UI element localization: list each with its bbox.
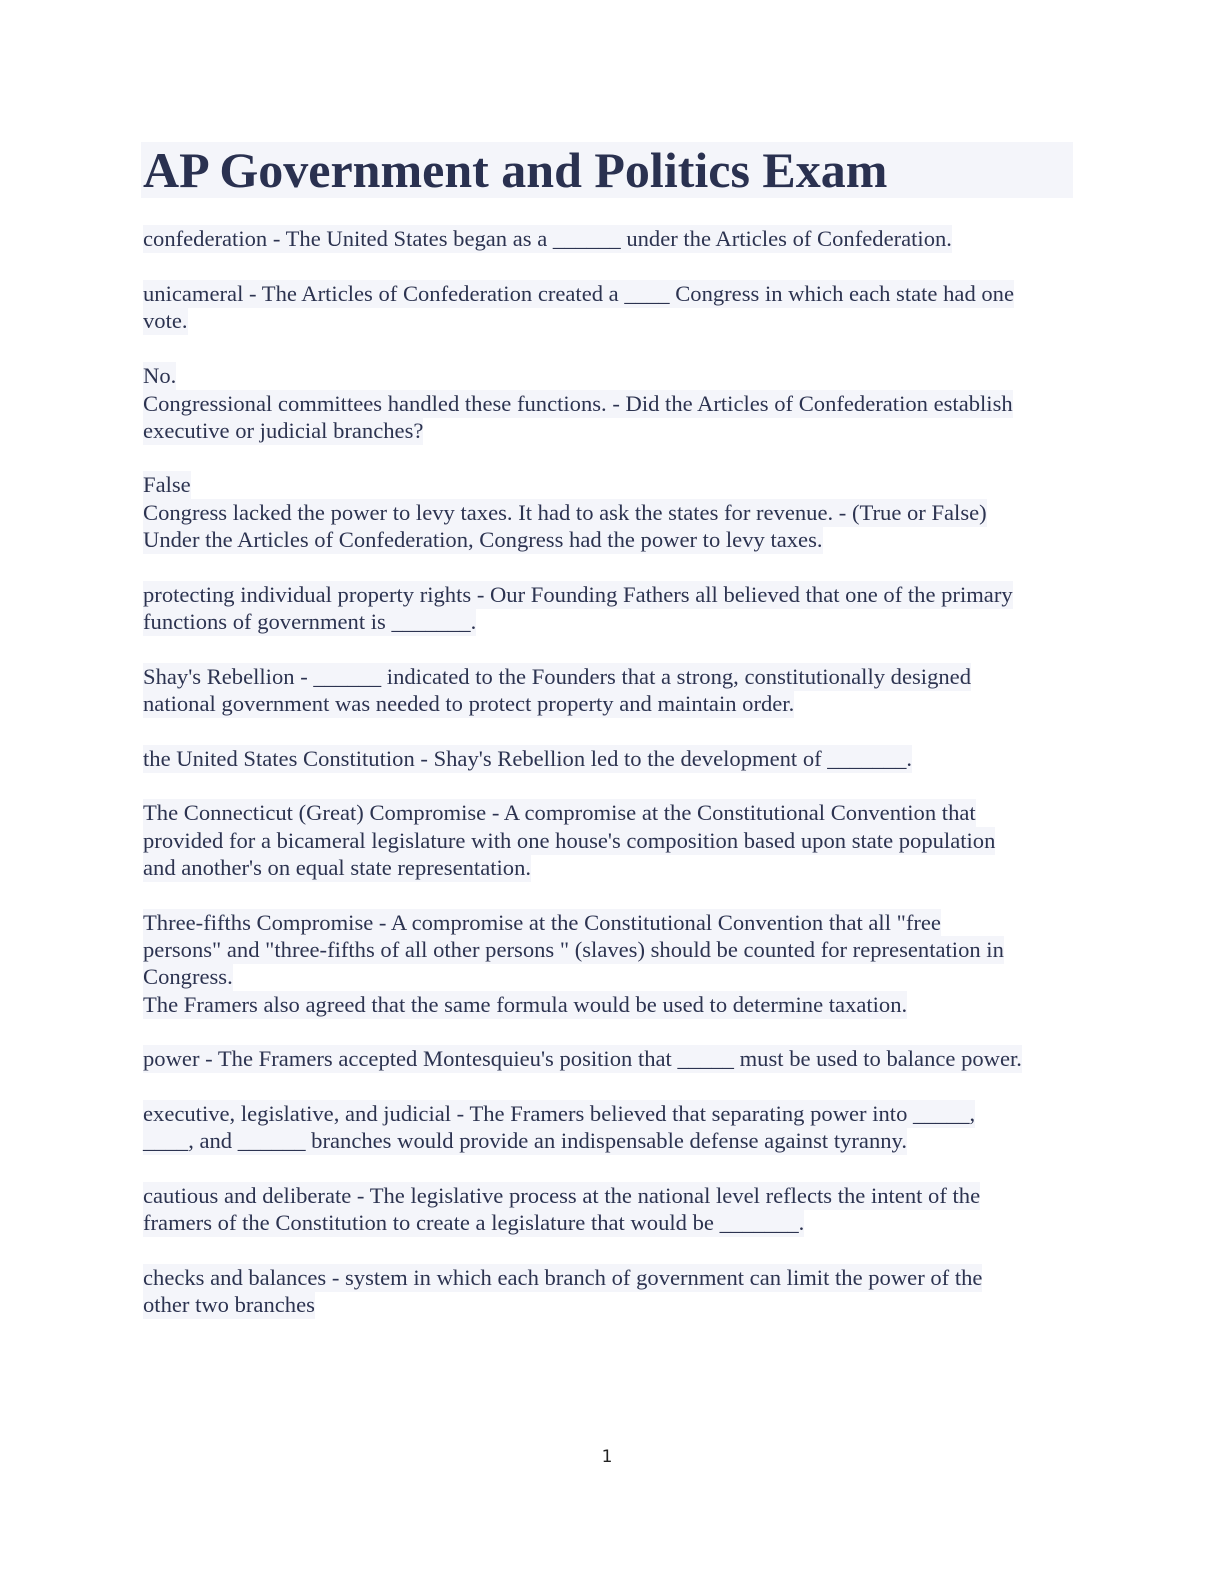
entry-line: cautious and deliberate - The legislative process at the national level reflects the intent of the — [143, 1183, 981, 1208]
entry-line: ____, and ______ branches would provide an indispensable defense against tyranny. — [143, 1128, 908, 1153]
entry-line: the United States Constitution - Shay's Rebellion led to the development of _______. — [143, 746, 913, 771]
entry-line: protecting individual property rights - Our Founding Fathers all believed that one of the primary — [143, 582, 1013, 607]
entry-line: other two branches — [143, 1292, 315, 1317]
entry-line: Under the Articles of Confederation, Congress had the power to levy taxes. — [143, 527, 823, 552]
entry-line: national government was needed to protect property and maintain order. — [143, 691, 795, 716]
entry-line: checks and balances - system in which each branch of government can limit the power of the — [143, 1265, 983, 1290]
entry-line: Three-fifths Compromise - A compromise at the Constitutional Convention that all "free — [143, 910, 941, 935]
entry-line: vote. — [143, 308, 188, 333]
entry-line: confederation - The United States began as a ______ under the Articles of Confederation. — [143, 226, 952, 251]
entry-line: Congressional committees handled these functions. - Did the Articles of Confederation establish — [143, 391, 1013, 416]
entry-line: persons" and "three-fifths of all other persons " (slaves) should be counted for representation in — [143, 937, 1004, 962]
entry-line: and another's on equal state representation. — [143, 855, 532, 880]
entry-line: Shay's Rebellion - ______ indicated to the Founders that a strong, constitutionally designed — [143, 664, 971, 689]
entry-line: The Connecticut (Great) Compromise - A compromise at the Constitutional Convention that — [143, 800, 976, 825]
page-number: 1 — [601, 1447, 613, 1467]
entry-line: Congress lacked the power to levy taxes. It had to ask the states for revenue. - (True or False) — [143, 500, 987, 525]
entry-line: The Framers also agreed that the same formula would be used to determine taxation. — [143, 992, 908, 1017]
entry-line: framers of the Constitution to create a legislature that would be _______. — [143, 1210, 805, 1235]
entry-line: executive, legislative, and judicial - The Framers believed that separating power into _____, — [143, 1101, 976, 1126]
entry-line: unicameral - The Articles of Confederation created a ____ Congress in which each state had one — [143, 281, 1015, 306]
entry-line: provided for a bicameral legislature with one house's composition based upon state population — [143, 828, 996, 853]
entry-line: functions of government is _______. — [143, 609, 477, 634]
entry-line: No. — [143, 363, 177, 388]
entry-line: power - The Framers accepted Montesquieu's position that _____ must be used to balance power. — [143, 1046, 1022, 1071]
document-title: AP Government and Politics Exam — [143, 142, 888, 198]
entry-line: False — [143, 472, 191, 497]
entry-line: executive or judicial branches? — [143, 418, 424, 443]
entry-line: Congress. — [143, 964, 233, 989]
